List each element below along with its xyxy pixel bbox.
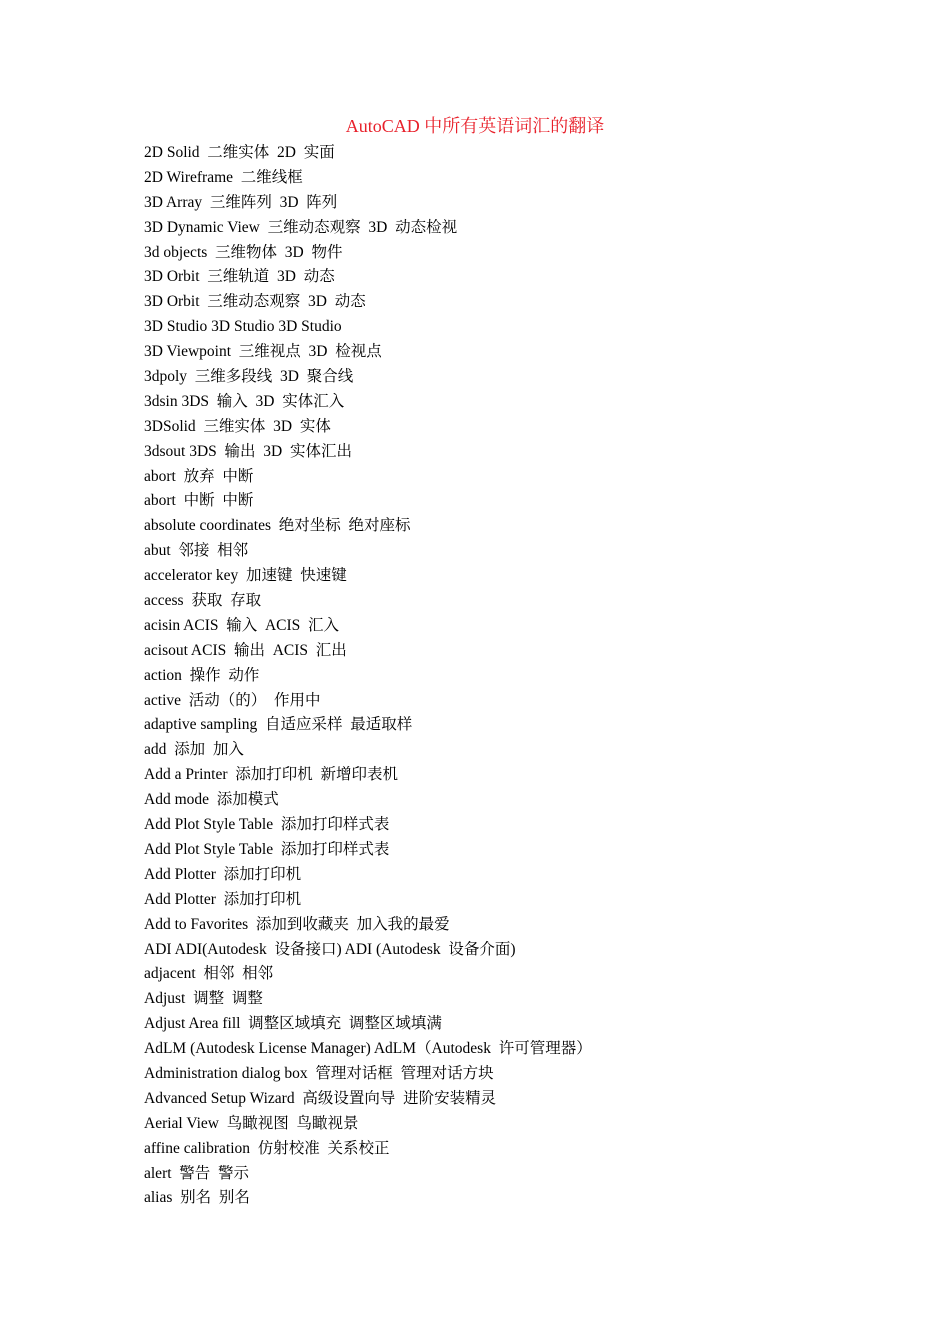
glossary-entry: 3D Studio 3D Studio 3D Studio <box>144 318 342 336</box>
glossary-entry: 3D Orbit 三维轨道 3D 动态 <box>144 268 335 286</box>
glossary-entry: Add to Favorites 添加到收藏夹 加入我的最爱 <box>144 915 450 933</box>
glossary-entry: Adjust 调整 调整 <box>144 990 263 1008</box>
glossary-entry: alert 警告 警示 <box>144 1164 250 1182</box>
glossary-entry: abut 邻接 相邻 <box>144 542 249 560</box>
glossary-entry: Add mode 添加模式 <box>144 791 279 809</box>
glossary-entry: 3D Viewpoint 三维视点 3D 检视点 <box>144 343 382 361</box>
glossary-entry: 3D Orbit 三维动态观察 3D 动态 <box>144 293 366 311</box>
glossary-entry: 3D Array 三维阵列 3D 阵列 <box>144 193 338 211</box>
glossary-entry: abort 放弃 中断 <box>144 467 254 485</box>
glossary-entry: abort 中断 中断 <box>144 492 254 510</box>
glossary-entry: 3DSolid 三维实体 3D 实体 <box>144 417 331 435</box>
glossary-entry: AdLM (Autodesk License Manager) AdLM（Autodesk 许可管理器） <box>144 1040 592 1058</box>
glossary-entry: action 操作 动作 <box>144 666 260 684</box>
glossary-entry: Add Plotter 添加打印机 <box>144 890 302 908</box>
glossary-entry: 3d objects 三维物体 3D 物件 <box>144 243 343 261</box>
glossary-entry: acisin ACIS 输入 ACIS 汇入 <box>144 616 340 634</box>
glossary-entry: Administration dialog box 管理对话框 管理对话方块 <box>144 1064 494 1082</box>
glossary-entry: Add a Printer 添加打印机 新增印表机 <box>144 766 399 784</box>
glossary-entry: accelerator key 加速键 快速键 <box>144 567 347 585</box>
glossary-entry: affine calibration 仿射校准 关系校正 <box>144 1139 390 1157</box>
glossary-entry: alias 别名 别名 <box>144 1189 250 1207</box>
glossary-entry: 3dsout 3DS 输出 3D 实体汇出 <box>144 442 352 460</box>
glossary-entry: adjacent 相邻 相邻 <box>144 965 274 983</box>
glossary-entry: Add Plot Style Table 添加打印样式表 <box>144 840 390 858</box>
glossary-entry: active 活动（的） 作用中 <box>144 691 321 709</box>
glossary-entry: Add Plot Style Table 添加打印样式表 <box>144 816 390 834</box>
glossary-entry: add 添加 加入 <box>144 741 244 759</box>
glossary-entry: Aerial View 鸟瞰视图 鸟瞰视景 <box>144 1114 359 1132</box>
glossary-entry: Adjust Area fill 调整区域填充 调整区域填满 <box>144 1015 442 1033</box>
glossary-list <box>144 141 884 1211</box>
glossary-entry: acisout ACIS 输出 ACIS 汇出 <box>144 641 347 659</box>
document-title: AutoCAD 中所有英语词汇的翻译 <box>345 116 605 136</box>
glossary-entry: 3dpoly 三维多段线 3D 聚合线 <box>144 368 354 386</box>
glossary-entry: ADI ADI(Autodesk 设备接口) ADI (Autodesk 设备介面) <box>144 940 516 958</box>
glossary-entry: access 获取 存取 <box>144 592 262 610</box>
glossary-entry: 3dsin 3DS 输入 3D 实体汇入 <box>144 392 345 410</box>
glossary-entry: Advanced Setup Wizard 高级设置向导 进阶安装精灵 <box>144 1089 497 1107</box>
glossary-entry: 2D Wireframe 二维线框 <box>144 168 303 186</box>
glossary-entry: adaptive sampling 自适应采样 最适取样 <box>144 716 413 734</box>
glossary-entry: absolute coordinates 绝对坐标 绝对座标 <box>144 517 411 535</box>
glossary-entry: 3D Dynamic View 三维动态观察 3D 动态检视 <box>144 218 458 236</box>
glossary-entry: Add Plotter 添加打印机 <box>144 865 302 883</box>
glossary-entry: 2D Solid 二维实体 2D 实面 <box>144 144 335 161</box>
